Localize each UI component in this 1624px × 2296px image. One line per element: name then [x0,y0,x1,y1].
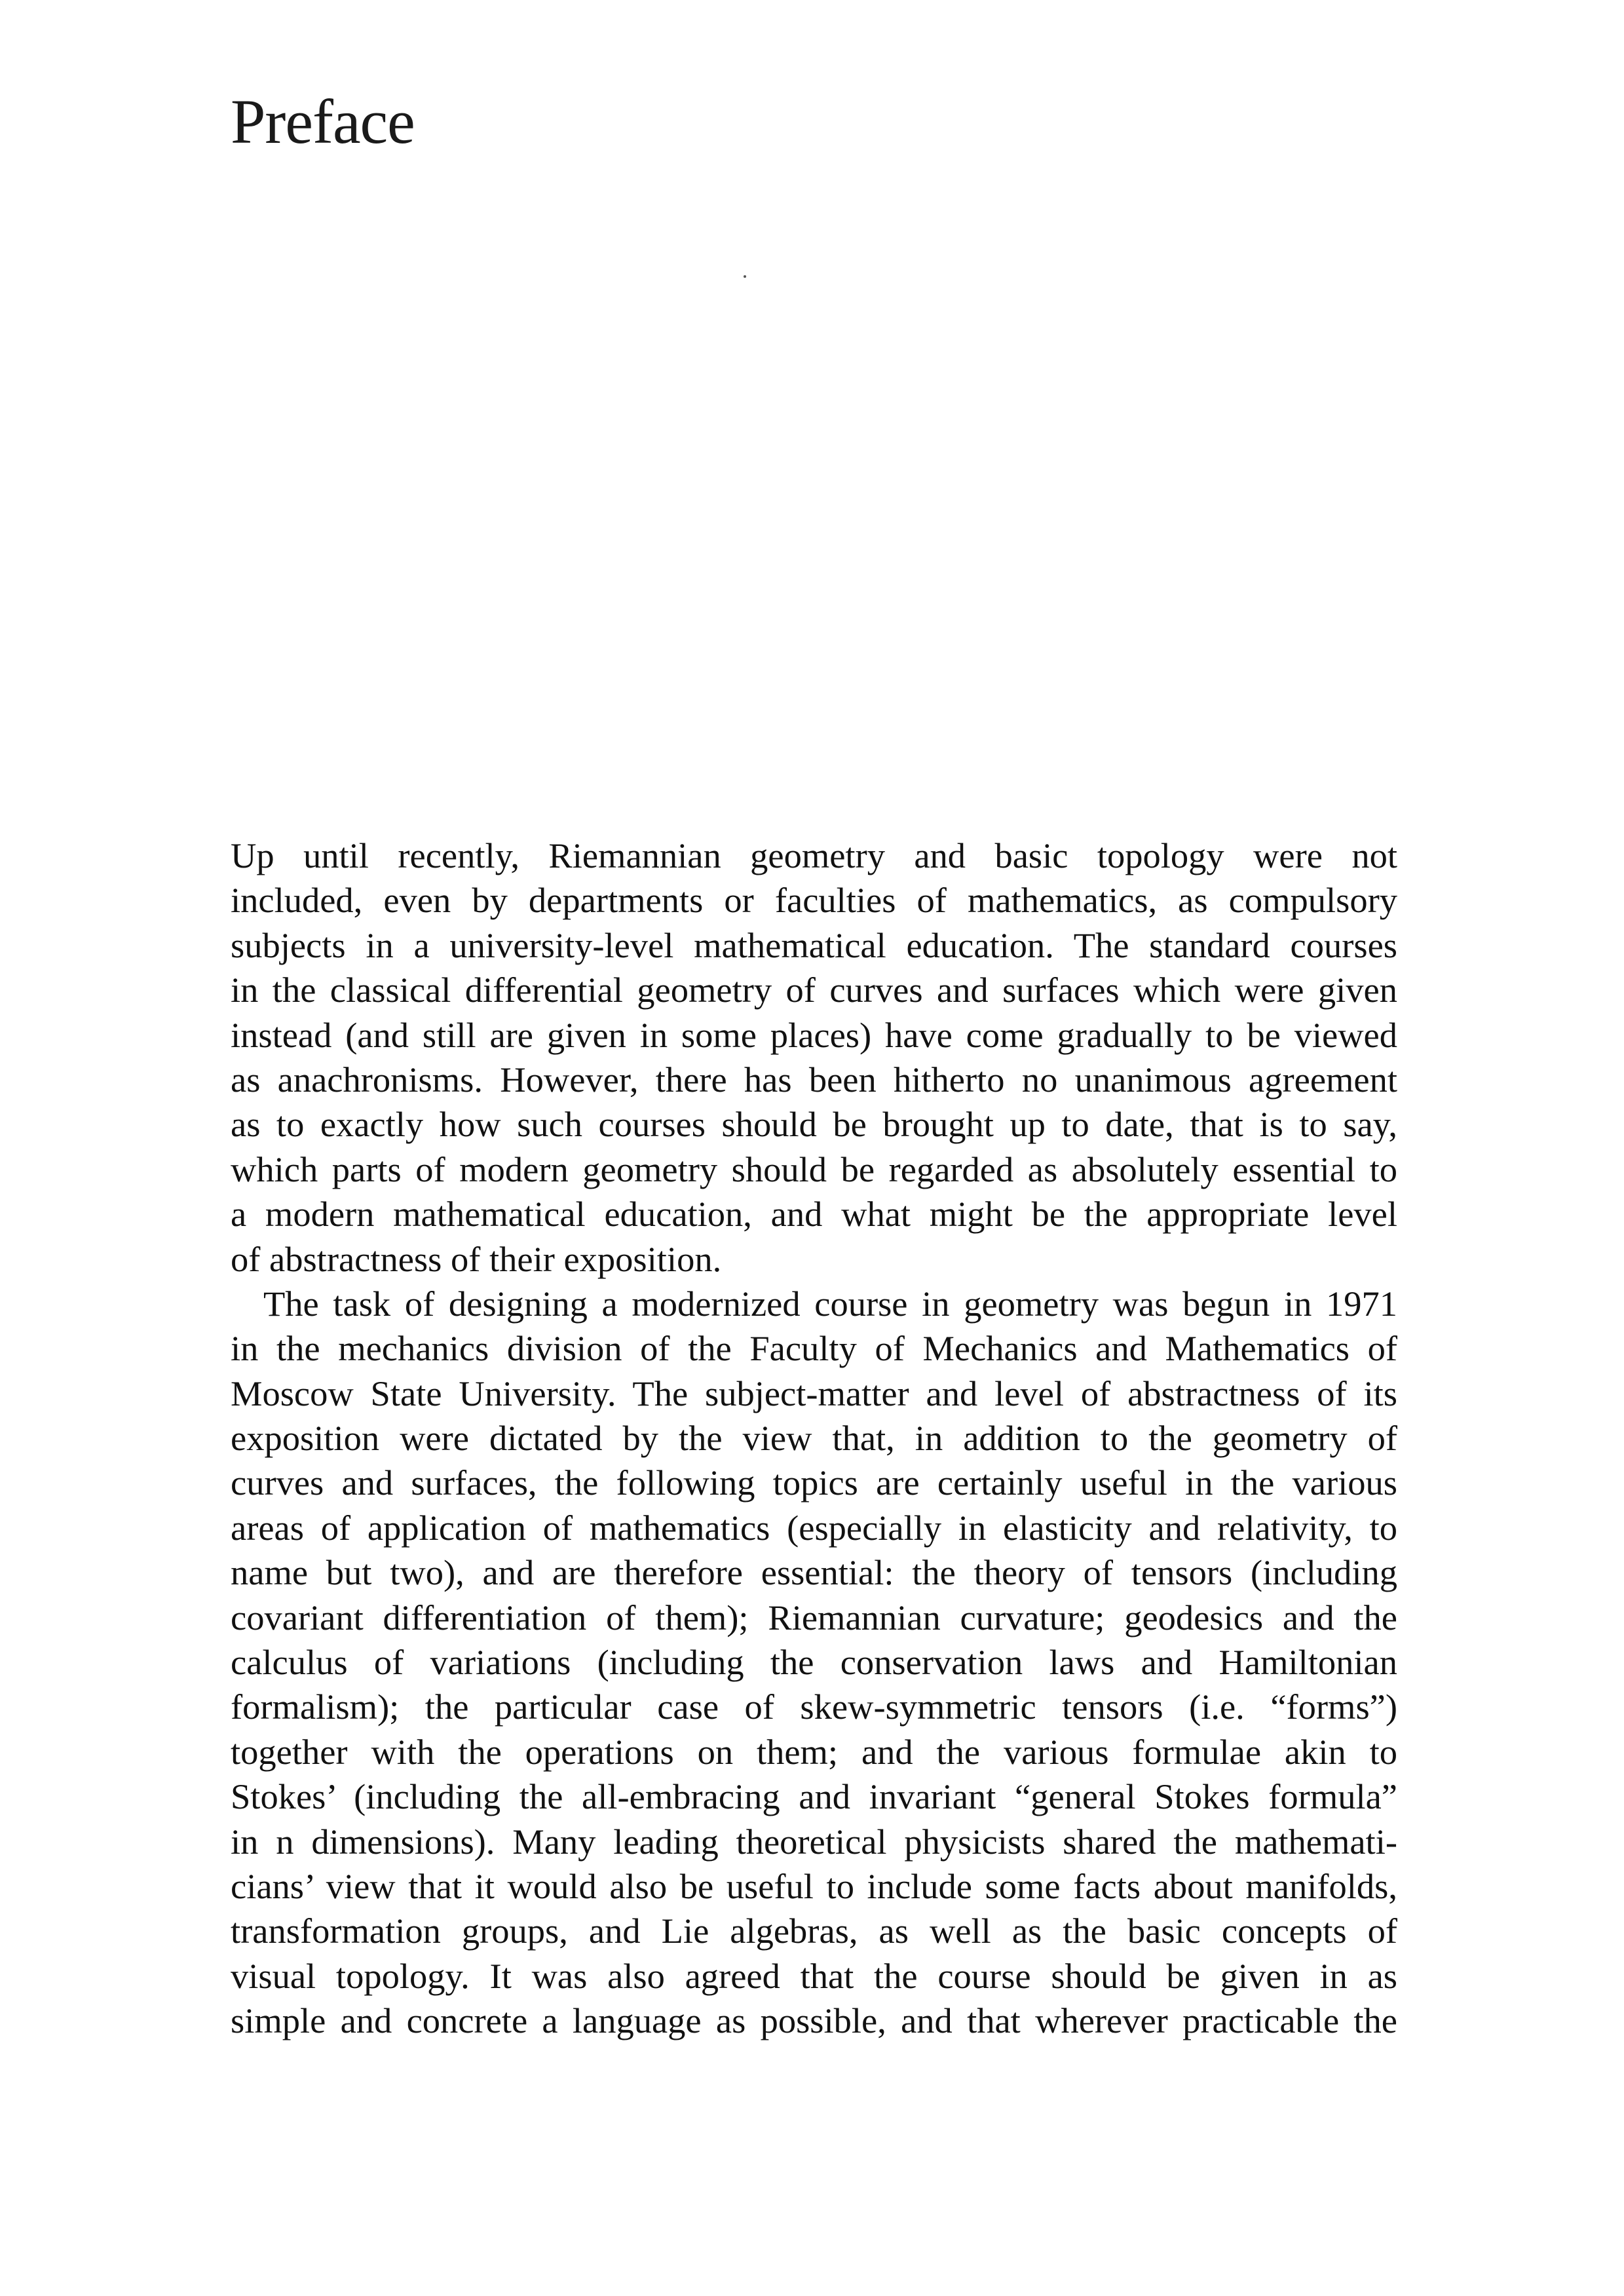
text-line: which parts of modern geometry should be regarded as absolutely essential to [231,1149,1397,1189]
body-text [231,833,1397,2044]
text-line: covariant differentiation of them); Riemannian curvature; geodesics and the [231,1597,1397,1637]
text-line: as to exactly how such courses should be brought up to date, that is to say, [231,1104,1397,1145]
text-line: curves and surfaces, the following topics are certainly useful in the various [231,1463,1397,1503]
text-line: visual topology. It was also agreed that the course should be given in as [231,1955,1397,1996]
text-line: name but two), and are therefore essential: the theory of tensors (including [231,1552,1397,1593]
text-line: a modern mathematical education, and what might be the appropriate level [231,1194,1397,1234]
page-title: Preface [231,86,415,157]
text-line: calculus of variations (including the conservation laws and Hamiltonian [231,1642,1397,1683]
text-line: included, even by departments or faculties of mathematics, as compulsory [231,880,1397,921]
text-line: Moscow State University. The subject-matter and level of abstractness of its [231,1373,1397,1413]
paragraph-1 [231,833,1397,1282]
text-line: in n dimensions). Many leading theoretical physicists shared the mathemati- [231,1821,1397,1862]
text-line: simple and concrete a language as possible, and that wherever practicable the [231,2000,1397,2041]
text-line: together with the operations on them; and the various formulae akin to [231,1731,1397,1772]
paragraph-2 [231,1282,1397,2044]
text-line: Up until recently, Riemannian geometry and basic topology were not [231,835,1397,875]
text-line: of abstractness of their exposition. [231,1238,722,1279]
text-line: The task of designing a modernized course in geometry was begun in 1971 [263,1283,1397,1324]
text-line: subjects in a university-level mathematical education. The standard courses [231,925,1397,965]
text-line: exposition were dictated by the view that, in addition to the geometry of [231,1418,1397,1459]
text-line: formalism); the particular case of skew-symmetric tensors (i.e. “forms”) [231,1687,1397,1727]
text-line: in the classical differential geometry of curves and surfaces which were given [231,970,1397,1010]
text-line: in the mechanics division of the Faculty of Mechanics and Mathematics of [231,1328,1397,1369]
text-line: transformation groups, and Lie algebras, as well as the basic concepts of [231,1911,1397,1951]
text-line: instead (and still are given in some places) have come gradually to be viewed [231,1014,1397,1055]
print-speck [744,275,746,278]
text-line: as anachronisms. However, there has been hitherto no unanimous agreement [231,1059,1397,1100]
text-line: areas of application of mathematics (especially in elasticity and relativity, to [231,1507,1397,1548]
text-line: cians’ view that it would also be useful to include some facts about manifolds, [231,1866,1397,1906]
text-line: Stokes’ (including the all-embracing and invariant “general Stokes formula” [231,1776,1397,1817]
